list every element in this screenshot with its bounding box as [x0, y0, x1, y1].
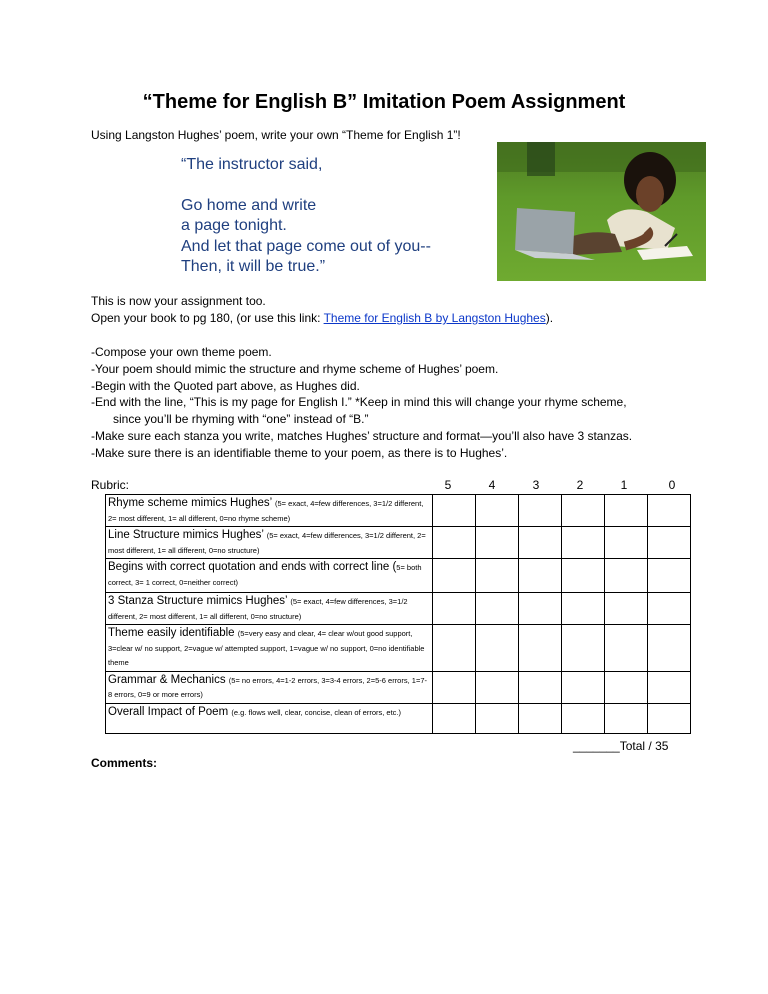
instruction-item: -Your poem should mimic the structure and rhyme scheme of Hughes’ poem. [91, 361, 499, 376]
criterion-detail: (5= exact, 4=few differences, 3=1/2 different, 2= most different, 1= all different, 0=no structure) [108, 531, 426, 555]
criterion-detail: (5=very easy and clear, 4= clear w/out good support, 3=clear w/ no support, 2=vague w/ attempted support, 1=vague w/ no support, 0=no identifiable theme [108, 629, 425, 667]
quote-line: Go home and write [181, 196, 317, 214]
instruction-item: -Begin with the Quoted part above, as Hughes did. [91, 378, 360, 393]
score-cell[interactable] [519, 703, 562, 733]
rubric-row [106, 593, 691, 625]
rubric-criterion [106, 559, 433, 593]
score-cell[interactable] [648, 593, 691, 625]
intro-text: Open your book to pg 180, (or use this link: [91, 311, 324, 325]
quote-line: a page tonight. [181, 217, 287, 234]
score-cell[interactable] [433, 495, 476, 527]
score-cell[interactable] [519, 671, 562, 703]
score-cell[interactable] [433, 703, 476, 733]
score-header: 0 [668, 478, 676, 492]
student-on-grass-image [497, 142, 706, 281]
criterion-title: 3 Stanza Structure mimics Hughes’ [108, 595, 291, 607]
rubric-table [105, 494, 691, 734]
score-cell[interactable] [476, 593, 519, 625]
score-cell[interactable] [476, 671, 519, 703]
intro-line: This is now your assignment too. [91, 294, 266, 308]
poem-quote [181, 155, 431, 278]
criterion-detail: 5= both correct, 3= 1 correct, 0=neither correct) [108, 563, 422, 587]
rubric-criterion [106, 495, 433, 527]
score-cell[interactable] [605, 593, 648, 625]
score-cell[interactable] [433, 527, 476, 559]
score-cell[interactable] [476, 559, 519, 593]
rubric-label: Rubric: [91, 478, 130, 492]
comments-label: Comments: [91, 756, 158, 770]
score-cell[interactable] [648, 625, 691, 672]
criterion-title: Line Structure mimics Hughes’ [108, 529, 267, 541]
score-cell[interactable] [519, 527, 562, 559]
score-cell[interactable] [605, 495, 648, 527]
score-header: 2 [576, 478, 584, 492]
rubric-criterion [106, 671, 433, 703]
score-header: 3 [532, 478, 540, 492]
score-cell[interactable] [605, 625, 648, 672]
score-header: 1 [620, 478, 628, 492]
score-cell[interactable] [476, 527, 519, 559]
score-header: 4 [488, 478, 496, 492]
instruction-list [91, 344, 632, 462]
criterion-title: Overall Impact of Poem [108, 705, 232, 718]
score-cell[interactable] [433, 671, 476, 703]
score-cell[interactable] [519, 559, 562, 593]
criterion-title: Theme easily identifiable [108, 627, 238, 639]
rubric-row [106, 671, 691, 703]
page-subtitle: Using Langston Hughes’ poem, write your own “Theme for English 1”! [91, 128, 461, 142]
hughes-poem-link[interactable]: Theme for English B by Langston Hughes [323, 311, 546, 325]
score-cell[interactable] [562, 527, 605, 559]
quote-line: “The instructor said, [181, 156, 323, 173]
score-cell[interactable] [562, 559, 605, 593]
criterion-detail: (5= exact, 4=few differences, 3=1/2 different, 2= most different, 1= all different, 0=no structure) [108, 597, 408, 621]
rubric-criterion [106, 703, 433, 733]
rubric-criterion [106, 593, 433, 625]
student-photo [497, 142, 706, 281]
instruction-item: -Make sure there is an identifiable theme to your poem, as there is to Hughes’. [91, 445, 508, 460]
criterion-detail: (5= exact, 4=few differences, 3=1/2 different, 2= most different, 1= all different, 0=no rhyme scheme) [108, 499, 424, 523]
rubric-row [106, 559, 691, 593]
criterion-detail: (5= no errors, 4=1-2 errors, 3=3-4 errors, 2=5-6 errors, 1=7-8 errors, 0=9 or more errors) [108, 675, 427, 699]
total-score-line: _______Total / 35 [573, 739, 669, 753]
intro-line [91, 310, 553, 327]
rubric-row [106, 495, 691, 527]
score-cell[interactable] [605, 527, 648, 559]
score-cell[interactable] [519, 625, 562, 672]
score-cell[interactable] [433, 559, 476, 593]
rubric-criterion [106, 527, 433, 559]
rubric-criterion [106, 625, 433, 672]
intro-text: ). [545, 311, 554, 325]
criterion-title: Rhyme scheme mimics Hughes’ [108, 497, 276, 509]
criterion-detail: (e.g. flows well, clear, concise, clean of errors, etc.) [231, 707, 402, 717]
instruction-item: since you’ll be rhyming with “one” instead of “B.” [113, 412, 369, 427]
score-cell[interactable] [648, 559, 691, 593]
score-cell[interactable] [648, 527, 691, 559]
criterion-title: Begins with correct quotation and ends with correct line ( [108, 561, 397, 573]
score-cell[interactable] [433, 625, 476, 672]
score-cell[interactable] [519, 593, 562, 625]
instruction-item: -Compose your own theme poem. [91, 345, 272, 359]
score-cell[interactable] [648, 495, 691, 527]
score-cell[interactable] [562, 671, 605, 703]
score-cell[interactable] [476, 495, 519, 527]
quote-line: Then, it will be true.” [181, 258, 326, 275]
quote-line: And let that page come out of you-- [181, 237, 431, 255]
instruction-item: -Make sure each stanza you write, matches Hughes’ structure and format—you’ll also have 3 stanzas. [91, 428, 633, 443]
score-cell[interactable] [648, 703, 691, 733]
rubric-row [106, 703, 691, 733]
score-cell[interactable] [562, 593, 605, 625]
score-cell[interactable] [476, 625, 519, 672]
score-cell[interactable] [562, 625, 605, 672]
rubric-row [106, 527, 691, 559]
score-cell[interactable] [476, 703, 519, 733]
score-cell[interactable] [562, 495, 605, 527]
score-cell[interactable] [605, 671, 648, 703]
criterion-title: Grammar & Mechanics [108, 673, 229, 686]
rubric-row [106, 625, 691, 672]
score-cell[interactable] [519, 495, 562, 527]
intro-block [91, 293, 553, 327]
score-cell[interactable] [562, 703, 605, 733]
score-cell[interactable] [433, 593, 476, 625]
score-cell[interactable] [605, 703, 648, 733]
page-title: “Theme for English B” Imitation Poem Assignment [142, 91, 626, 113]
score-cell[interactable] [605, 559, 648, 593]
score-header: 5 [444, 478, 452, 492]
instruction-item: -End with the line, “This is my page for English I.” *Keep in mind this will change your rhyme scheme, [91, 395, 627, 410]
score-cell[interactable] [648, 671, 691, 703]
